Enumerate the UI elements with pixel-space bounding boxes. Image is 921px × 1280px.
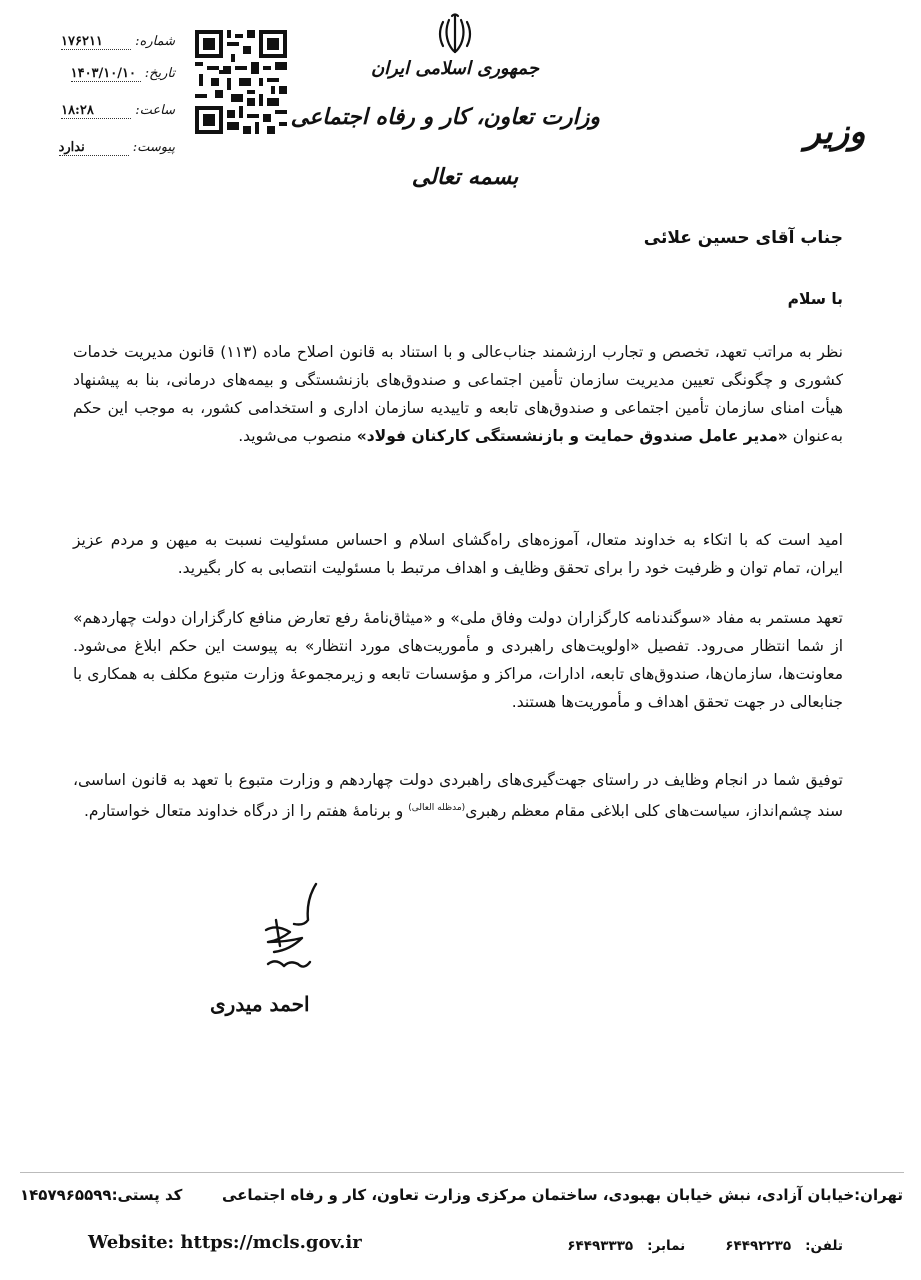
- paragraph-hope: امید است که با اتکاء به خداوند متعال، آموزه‌های راه‌گشای اسلام و احساس مسئولیت نسبت به میهن و مردم عزیز ایران، تمام توان و ظرفیت خود را برای تحقق وظایف و اهداف مرتبط با مسئولیت انتصابی به کار بگیرید.: [73, 531, 843, 577]
- date-value: ۱۴۰۳/۱۰/۱۰: [71, 66, 141, 82]
- republic-title: جمهوری اسلامی ایران: [370, 58, 540, 79]
- paragraph-appointment: [73, 338, 843, 450]
- letter-attachment-row: [40, 140, 175, 156]
- letter-date-row: [40, 66, 175, 82]
- paragraph-wishes: [73, 766, 843, 825]
- qr-code-icon: [195, 30, 287, 134]
- salutation: با سلام: [787, 290, 843, 308]
- signature-icon: [246, 880, 326, 990]
- paragraph-wishes-text: توفیق شما در انجام وظایف در راستای جهت‌گیری‌های راهبردی دولت چهاردهم و وزارت متبوع با تعهد به قانون اساسی، سند چشم‌انداز، سیاست‌های کلی ابلاغی مقام معظم رهبری: [73, 771, 843, 821]
- time-label: ساعت:: [135, 103, 175, 118]
- signer-name: احمد میدری: [210, 992, 310, 1016]
- attachment-label: پیوست:: [132, 140, 175, 155]
- fax-value: ۶۴۴۹۳۳۳۵: [567, 1238, 634, 1254]
- letter-time-row: [40, 103, 175, 119]
- attachment-value: ندارد: [59, 140, 129, 156]
- paragraph-wishes-end: و برنامهٔ هفتم را از درگاه خداوند متعال خواستارم.: [83, 802, 409, 821]
- paragraph-commitment: تعهد مستمر به مفاد «سوگندنامه کارگزاران دولت وفاق ملی» و «میثاق‌نامهٔ رفع تعارض منافع کارگزاران دولت چهاردهم» از شما انتظار می‌رود. تفصیل «اولویت‌های راهبردی و مأموریت‌های مورد انتظار» به پیوست این حکم ابلاغ می‌شود. معاونت‌ها، سازمان‌ها، صندوق‌های تابعه، ادارات، مراکز و مؤسسات تابعه و زیرمجموعهٔ وزارت متبوع مکلف به همکاری با جنابعالی در جهت تحقق اهداف و مأموریت‌ها هستند.: [73, 609, 843, 711]
- phone-label: تلفن:: [805, 1238, 843, 1254]
- letter-number-row: [40, 34, 175, 50]
- footer-postal-code: کد پستی:۱۴۵۷۹۶۵۵۹۹: [20, 1186, 183, 1204]
- position-title: «مدیر عامل صندوق حمایت و بازنشستگی کارکنان فولاد»: [356, 427, 788, 445]
- minister-heading: وزیر: [804, 112, 866, 152]
- paragraph-appointment-text: نظر به مراتب تعهد، تخصص و تجارب ارزشمند جناب‌عالی و با استناد به قانون اصلاح ماده (۱۱۳) قانون مدیریت خدمات کشوری و چگونگی تعیین مدیریت سازمان تأمین اجتماعی و صندوق‌های بازنشستگی و بیمه‌های درمانی، بنا به پیشنهاد هیأت امنای سازمان تأمین اجتماعی و صندوق‌های تابعه و تاییدیه سازمان اداری و استخدامی کشور، به موجب این حکم به‌عنوان: [73, 343, 843, 445]
- besmellah-heading: بسمه تعالی: [411, 164, 519, 190]
- honorific-superscript: (مدظله العالی): [408, 803, 466, 813]
- footer-divider: [20, 1172, 904, 1173]
- footer-website: Website: https://mcls.gov.ir: [88, 1232, 362, 1253]
- footer-address: تهران:خیابان آزادی، نبش خیابان بهبودی، ساختمان مرکزی وزارت تعاون، کار و رفاه اجتماعی: [221, 1186, 903, 1204]
- number-label: شماره:: [135, 34, 175, 49]
- number-value: ۱۷۶۲۱۱: [61, 34, 131, 50]
- footer-phones: [553, 1238, 843, 1254]
- phone-value: ۶۴۴۹۲۲۳۵: [725, 1238, 792, 1254]
- time-value: ۱۸:۲۸: [61, 103, 131, 119]
- paragraph-appointment-end: منصوب می‌شوید.: [238, 427, 357, 445]
- recipient: جناب آقای حسین علائی: [643, 228, 843, 248]
- iran-emblem-icon: [435, 12, 475, 60]
- ministry-title: وزارت تعاون، کار و رفاه اجتماعی: [290, 104, 600, 130]
- fax-label: نمابر:: [647, 1238, 686, 1254]
- date-label: تاریخ:: [144, 66, 175, 81]
